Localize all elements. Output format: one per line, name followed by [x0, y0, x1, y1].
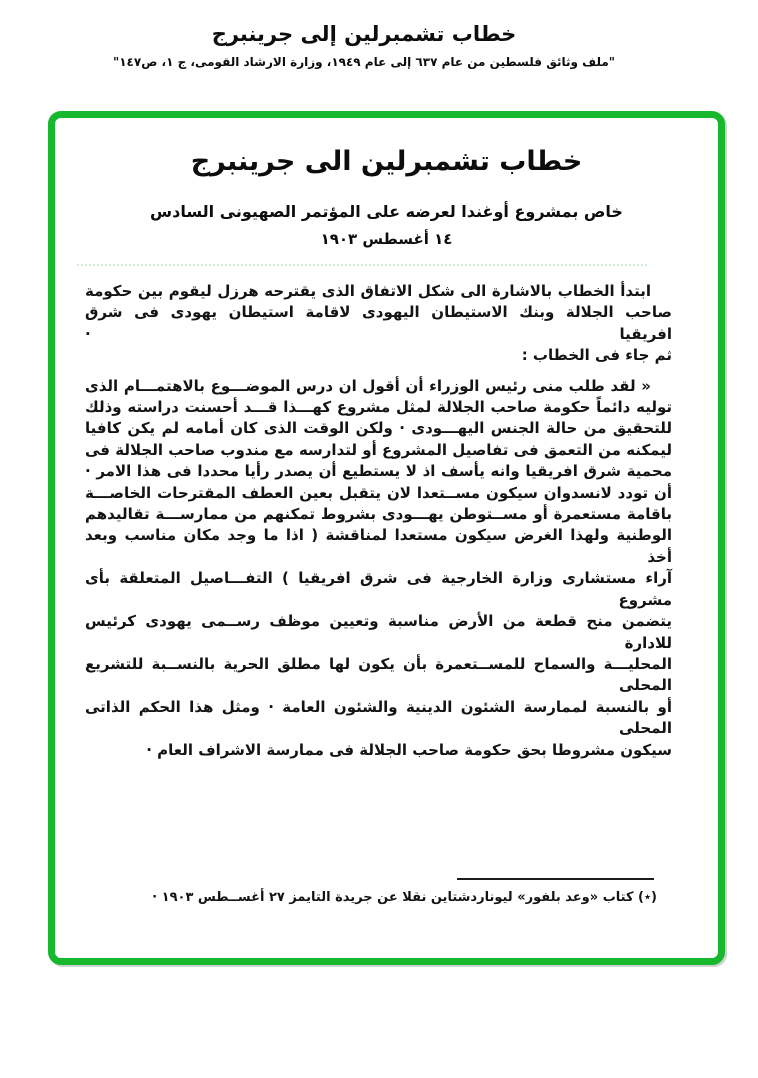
- body-line: سيكون مشروطا بحق حكومة صاحب الجلالة فى ممارسة الاشراف العام ·: [146, 740, 672, 759]
- page-header-source-citation: "ملف وثائق فلسطين من عام ٦٣٧ إلى عام ١٩٤٩، وزارة الارشاد القومى، ج ١، ص١٤٧": [112, 55, 616, 69]
- body-line: ليمكنه من التعمق فى تفاصيل المشروع أو لتدارسه مع مندوب صاحب الجلالة فى: [85, 440, 672, 459]
- document-title: خطاب تشمبرلين الى جرينبرج: [190, 146, 583, 177]
- body-line: أن تودد لانسدوان سيكون مســتعدا لان يتقبل بعين العطف المقترحات الخاصـــة: [85, 483, 672, 502]
- body-line: صاحب الجلالة وبنك الاستيطان اليهودى لاقامة استيطان يهودى فى شرق افريقيا ·: [85, 303, 672, 343]
- page-header-title: خطاب تشمبرلين إلى جرينبرج: [211, 22, 517, 46]
- body-line: آراء مستشارى وزارة الخارجية فى شرق افريقيا ) التفـــاصيل المتعلقة بأى مشروع: [85, 569, 672, 609]
- body-line: للتحقيق من حالة الجنس اليهـــودى · ولكن الوقت الذى كان أمامه لم يكن كافيا: [85, 419, 672, 438]
- footnote-divider-line: [457, 878, 654, 880]
- green-document-frame: [48, 111, 725, 965]
- body-line: توليه دائماً حكومة صاحب الجلالة لمثل مشروع كهـــذا قـــد أحسنت دراسته وذلك: [85, 398, 672, 417]
- body-line: « لقد طلب منى رئيس الوزراء أن أقول ان درس الموضـــوع بالاهتمـــام الذى: [85, 376, 651, 395]
- body-line: أو بالنسبة لممارسة الشئون الدينية والشئون العامة · ومثل هذا الحكم الذاتى المحلى: [85, 697, 672, 738]
- body-line: ابتدأ الخطاب بالاشارة الى شكل الاتفاق الذى يقترحه هرزل ليقوم بين حكومة: [85, 282, 651, 300]
- document-body: [85, 281, 672, 761]
- body-line: محمية شرق افريقيا وانه يأسف اذ لا يستطيع أن يصدر رأيا محددا فى هذا الامر ·: [85, 462, 672, 481]
- body-line: باقامة مستعمرة أو مســتوطن يهـــودى بشروط تمكنهم من ممارســـة تقاليدهم: [85, 505, 672, 524]
- body-line: الوطنية ولهذا الغرض سيكون مستعدا لمناقشة ( اذا ما وجد مكان مناسب وبعد أخذ: [85, 526, 672, 566]
- faint-separator-line: [77, 264, 647, 266]
- page-header: [0, 22, 728, 69]
- paragraph-quote: [85, 376, 672, 761]
- body-line: ثم جاء فى الخطاب :: [521, 346, 672, 365]
- body-line: المحليـــة والسماح للمســتعمرة بأن يكون لها مطلق الحرية بالنســبة للتشريع المحلى: [85, 654, 672, 695]
- footnote-text: (٭) كتاب «وعد بلفور» ليوناردشتاين نقلا عن جريدة التايمز ٢٧ أغســطس ١٩٠٣ ·: [152, 890, 657, 905]
- body-line: يتضمن منح قطعة من الأرض مناسبة وتعيين موظف رســمى يهودى كرئيس للادارة: [85, 612, 672, 652]
- document-date: ١٤ أغسطس ١٩٠٣: [320, 230, 453, 248]
- paragraph-intro: [85, 281, 672, 367]
- document-subtitle: خاص بمشروع أوغندا لعرضه على المؤتمر الصهيونى السادس: [150, 202, 623, 221]
